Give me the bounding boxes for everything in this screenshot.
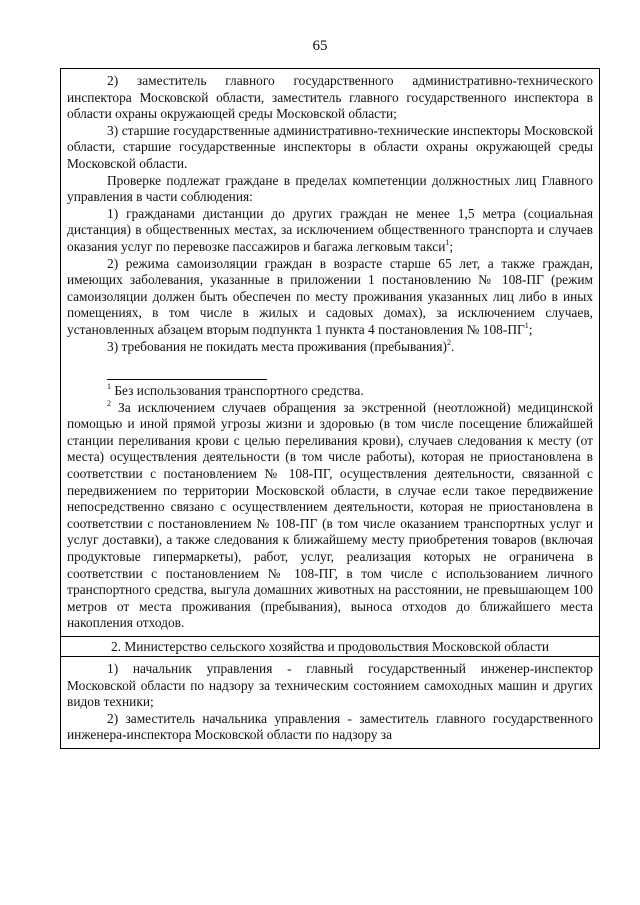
paragraph: 2) заместитель главного государственного административно-технического инспектора Московской области, заместитель главного государственного инспектора в области охраны окружающей среды Московской области; [67, 73, 593, 122]
footnote-separator [107, 379, 267, 380]
paragraph: Проверке подлежат граждане в пределах компетенции должностных лиц Главного управления в части соблюдения: [67, 172, 593, 205]
footnote-text: За исключением случаев обращения за экстренной (неотложной) медицинской помощью и иной прямой угрозы жизни и здоровью (в том числе посещение ближайшей станции переливания крови с целью переливания крови), случаев следования к месту (от места) осуществления деятельности (в том числе работы), которая не приостановлена в соответствии с постановлением № 108-ПГ, осуществления деятельности, связанной с передвижением по территории Московской области, в случае если такое передвижение непосредственно связано с осуществлением деятельности, которая не приостановлена в соответствии с постановлением № 108-ПГ (в том числе оказанием транспортных услуг и услуг доставки), а также следования к ближайшему месту приобретения товаров (включая продуктовые гипермаркеты), работ, услуг, реализация которых не ограничена в соответствии с постановлением № 108-ПГ, в том числе с использованием личного транспортного средства, выгула домашних животных на расстоянии, не превышающем 100 метров от места проживания (пребывания), выноса отходов до ближайшего места накопления отходов. [67, 399, 593, 631]
paragraph: 1) начальник управления - главный государственный инженер-инспектор Московской области по надзору за техническим состоянием самоходных машин и других видов техники; [67, 661, 593, 710]
section-heading: 2. Министерство сельского хозяйства и продовольствия Московской области [61, 637, 599, 657]
footnote-reference: 1 [445, 237, 450, 247]
paragraph: 3) старшие государственные административно-технические инспекторы Московской области, старшие государственные инспекторы в области охраны окружающей среды Московской области. [67, 122, 593, 171]
list-item [67, 206, 593, 256]
item-tail: ; [449, 238, 454, 254]
item-text: 1) гражданами дистанции до других граждан не менее 1,5 метра (социальная дистанция) в общественных местах, за исключением общественного транспорта и случаев оказания услуг по перевозке пассажиров и багажа легковым такси [67, 205, 593, 254]
item-tail: ; [528, 321, 533, 337]
item-tail: . [450, 338, 455, 354]
list-item [67, 339, 593, 356]
footnote-reference: 1 [524, 320, 529, 330]
footnote-mark: 2 [107, 398, 111, 408]
item-text: 2) режима самоизоляции граждан в возрасте старше 65 лет, а также граждан, имеющих заболевания, указанные в приложении 1 постановлению № 108-ПГ (режим самоизоляции должен быть обеспечен по месту проживания указанных лиц либо в иных помещениях, в том числе в жилых и садовых домах), за исключением случаев, установленных абзацем вторым подпункта 1 пункта 4 постановления № 108-ПГ [67, 255, 593, 337]
footnote-mark: 1 [107, 382, 111, 392]
item-text: 3) требования не покидать места проживания (пребывания) [107, 338, 447, 354]
footnote-text: Без использования транспортного средства. [111, 383, 364, 399]
inspectors-table [60, 68, 600, 749]
table-cell-ministry [61, 657, 599, 748]
table-cell-inspectors [61, 69, 599, 637]
list-item [67, 256, 593, 339]
paragraph: 2) заместитель начальника управления - заместитель главного государственного инженера-инспектора Московской области по надзору за [67, 710, 593, 743]
footnote [67, 400, 593, 632]
page-number: 65 [312, 38, 328, 54]
footnote [67, 383, 593, 400]
footnote-reference: 2 [446, 337, 451, 347]
